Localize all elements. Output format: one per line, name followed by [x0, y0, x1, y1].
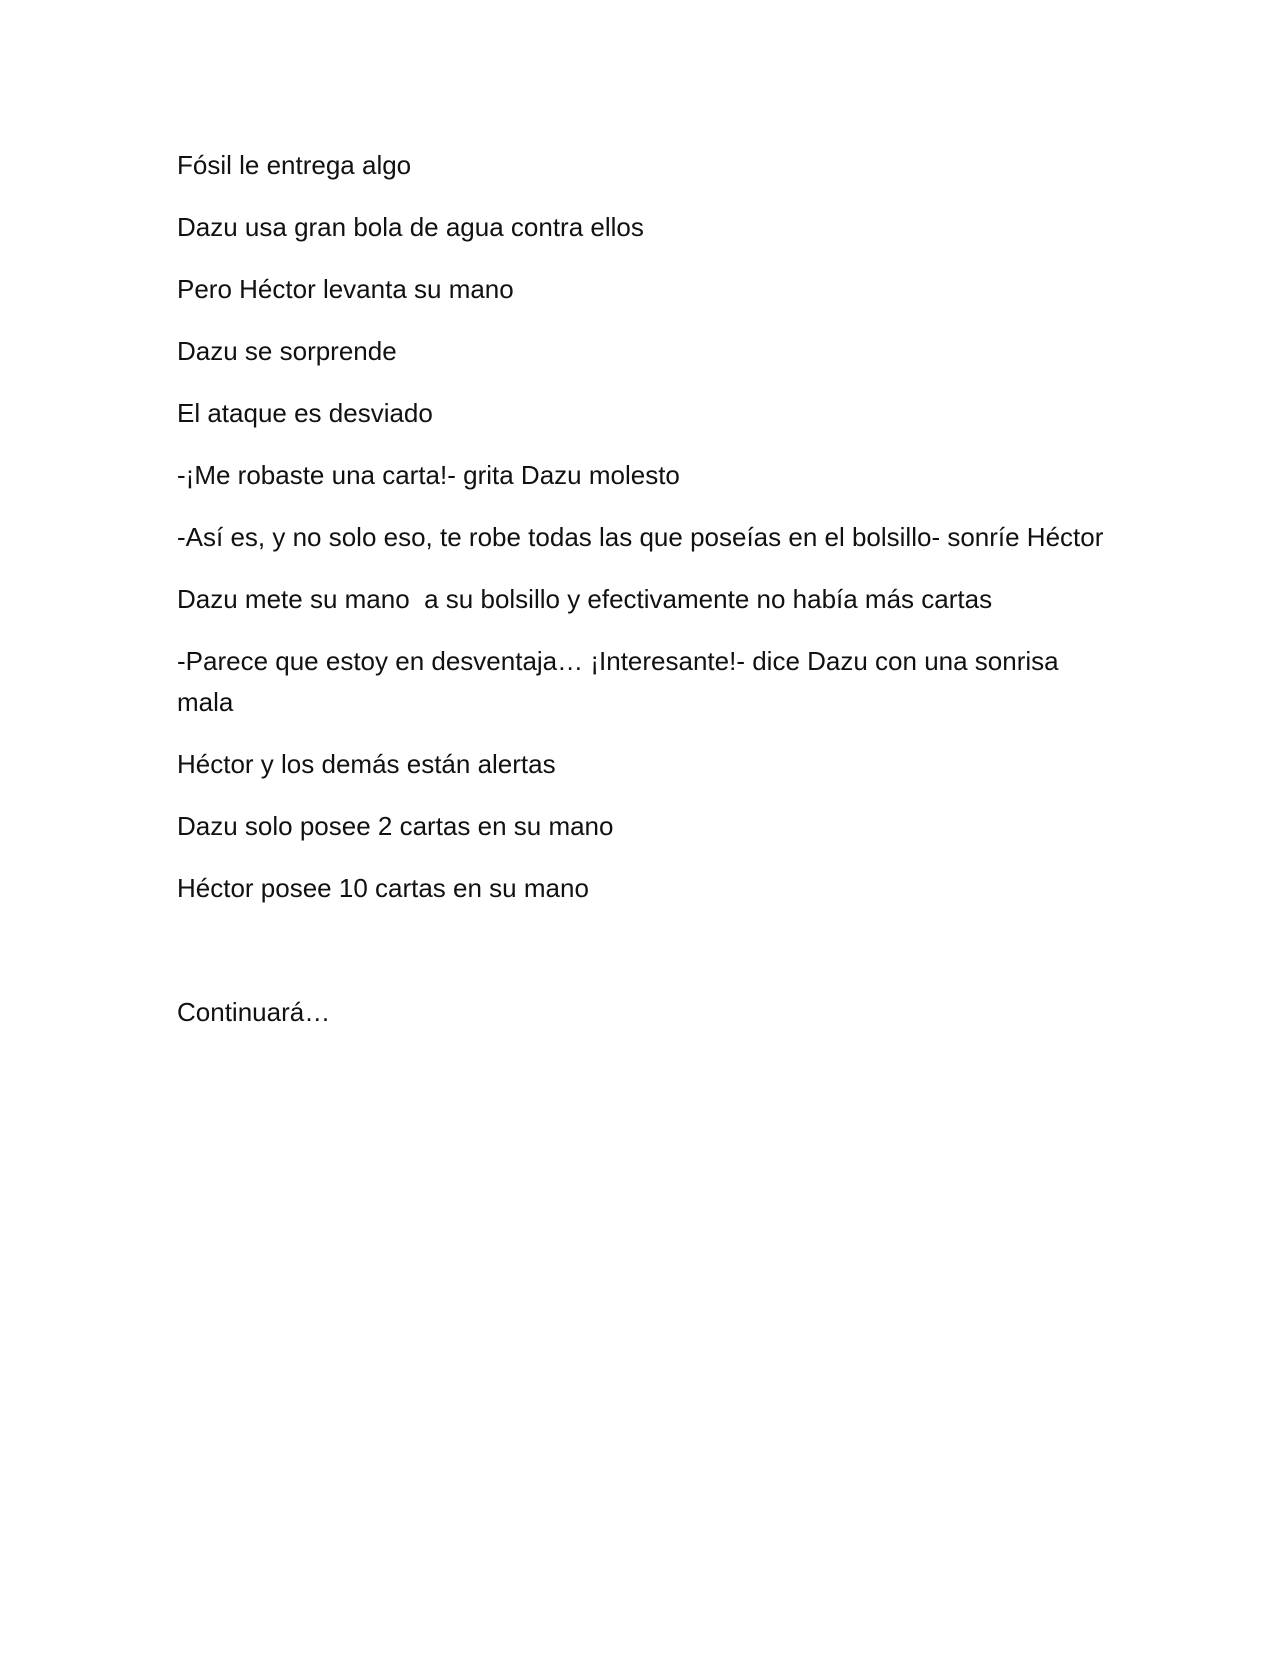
paragraph: Dazu se sorprende [177, 336, 397, 366]
paragraph: -Así es, y no solo eso, te robe todas las que poseías en el bolsillo- sonríe Héctor [177, 522, 1104, 552]
document-body [177, 145, 1107, 1054]
paragraph: -Parece que estoy en desventaja… ¡Interesante!- dice Dazu con una sonrisa mala [177, 646, 1066, 717]
paragraph: Dazu solo posee 2 cartas en su mano [177, 811, 614, 841]
paragraph: Fósil le entrega algo [177, 150, 412, 180]
blank-line [177, 930, 1107, 992]
paragraph: El ataque es desviado [177, 398, 433, 428]
paragraph: Dazu mete su mano a su bolsillo y efectivamente no había más cartas [177, 584, 993, 614]
paragraph: Pero Héctor levanta su mano [177, 274, 514, 304]
paragraph: Héctor y los demás están alertas [177, 749, 556, 779]
paragraph: -¡Me robaste una carta!- grita Dazu molesto [177, 460, 680, 490]
closing-line: Continuará… [177, 997, 331, 1027]
paragraph: Héctor posee 10 cartas en su mano [177, 873, 589, 903]
paragraph: Dazu usa gran bola de agua contra ellos [177, 212, 644, 242]
